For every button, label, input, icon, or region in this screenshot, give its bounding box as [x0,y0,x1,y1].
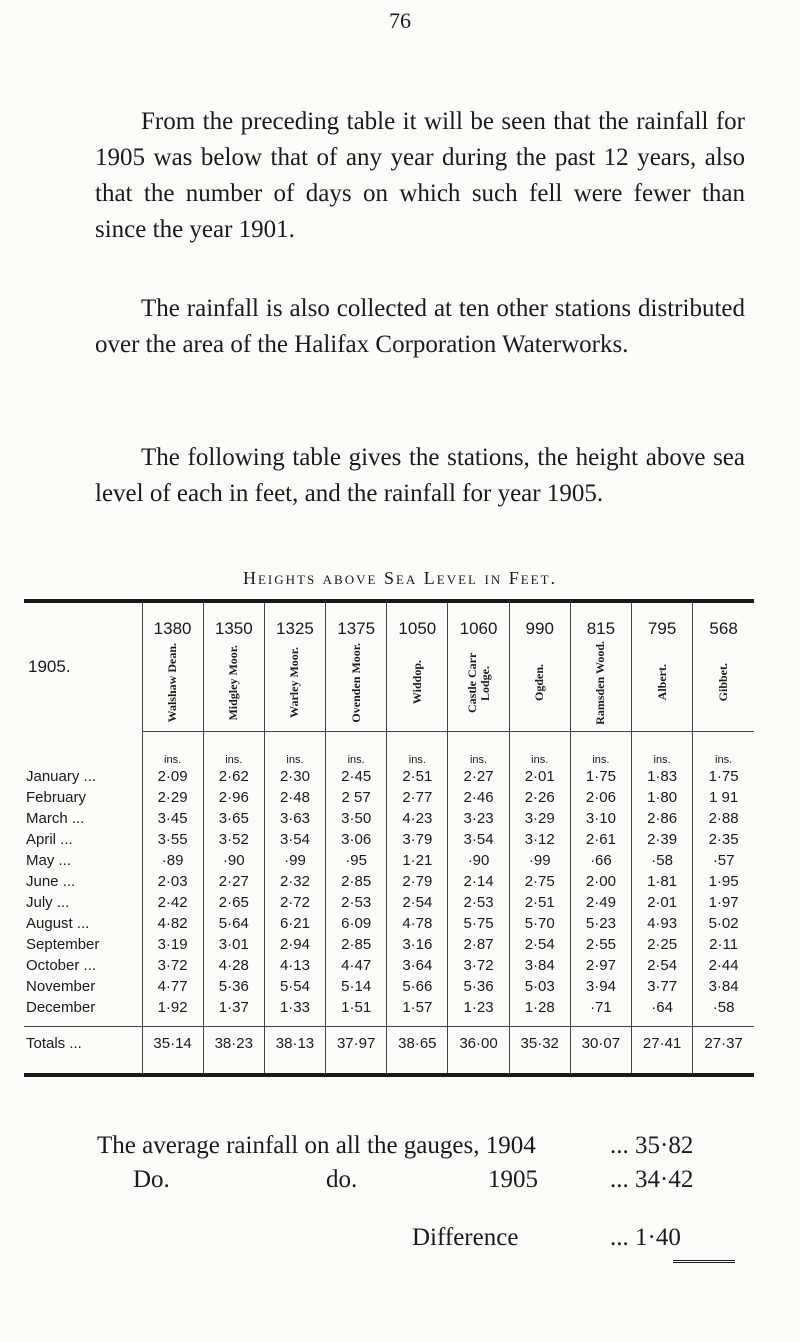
rainfall-cell: 1·92 [142,997,203,1018]
height-cell: 1350 [203,601,264,639]
rainfall-cell: 37·97 [326,1027,387,1060]
table-row [24,934,754,955]
rainfall-cell: 4·93 [632,913,693,934]
rainfall-cell: 2·44 [693,955,754,976]
rainfall-cell: 27·37 [693,1027,754,1060]
average-1905-ditto: do. [326,1166,358,1193]
station-name: Widdop. [409,660,424,705]
average-1904-value: ... 35·82 [610,1132,694,1159]
rainfall-cell: 2·97 [570,955,631,976]
rainfall-cell: 1·75 [693,766,754,787]
rainfall-table [24,599,754,1077]
table-row [24,913,754,934]
rainfall-cell: 5·70 [509,913,570,934]
rainfall-cell: 4·13 [264,955,325,976]
station-name: Castle Carr Lodge. [464,652,492,713]
rainfall-cell: 1·95 [693,871,754,892]
rainfall-cell: ·99 [509,850,570,871]
rainfall-cell: 2·85 [326,934,387,955]
rainfall-cell: 3·23 [448,808,509,829]
table-row [24,808,754,829]
row-label: September [26,936,100,953]
rainfall-cell: 38·13 [264,1027,325,1060]
rainfall-cell: 1·57 [387,997,448,1018]
rainfall-cell: 30·07 [570,1027,631,1060]
rainfall-cell: 3·19 [142,934,203,955]
rainfall-cell: 2·61 [570,829,631,850]
rainfall-cell: ·90 [448,850,509,871]
unit-label: ins. [326,732,387,767]
paragraph-3: The following table gives the stations, the height above sea level of each in feet, and the rainfall for year 1905. [95,444,745,507]
unit-label: ins. [203,732,264,767]
table-row [24,787,754,808]
rainfall-cell: 3·16 [387,934,448,955]
rainfall-cell: 2·42 [142,892,203,913]
rainfall-cell: 4·82 [142,913,203,934]
rainfall-cell: 1·33 [264,997,325,1018]
rainfall-cell: 2·54 [387,892,448,913]
rainfall-cell: 3·79 [387,829,448,850]
station-name: Ovenden Moor. [348,642,363,723]
rainfall-cell: 3·65 [203,808,264,829]
rainfall-cell: 3·06 [326,829,387,850]
height-cell: 1050 [387,601,448,639]
paragraph-2: The rainfall is also collected at ten other stations distributed over the area of the Halifax Corporation Waterworks. [95,295,745,358]
rainfall-cell: 1·51 [326,997,387,1018]
unit-label: ins. [264,732,325,767]
station-name: Ramsden Wood. [593,640,608,725]
rainfall-cell: 2·45 [326,766,387,787]
rainfall-cell: 3·72 [142,955,203,976]
rainfall-cell: ·64 [632,997,693,1018]
rainfall-cell: 38·23 [203,1027,264,1060]
rainfall-cell: 4·28 [203,955,264,976]
rainfall-cell: 2·87 [448,934,509,955]
rainfall-cell: 2·11 [693,934,754,955]
difference-label: Difference [412,1224,519,1251]
rainfall-cell: 2·26 [509,787,570,808]
rainfall-cell: 2·03 [142,871,203,892]
row-label: May ... [26,852,72,869]
difference-value: ... 1·40 [610,1224,681,1251]
rainfall-cell: 2·46 [448,787,509,808]
row-label: Totals ... [24,1027,142,1060]
rainfall-cell: 2·27 [203,871,264,892]
station-name: Warley Moor. [287,647,302,718]
unit-label: ins. [448,732,509,767]
table-row [24,997,754,1018]
height-cell: 795 [632,601,693,639]
rainfall-cell: 5·54 [264,976,325,997]
rainfall-cell: ·89 [142,850,203,871]
rainfall-cell: 6·21 [264,913,325,934]
rainfall-cell: 2·06 [570,787,631,808]
rainfall-cell: 2·48 [264,787,325,808]
unit-label: ins. [693,732,754,767]
table-row [24,871,754,892]
row-label: June ... [26,873,76,890]
rainfall-cell: 3·63 [264,808,325,829]
unit-label: ins. [387,732,448,767]
rainfall-cell: 1·81 [632,871,693,892]
spacer-row [24,1018,754,1027]
rainfall-cell: 3·29 [509,808,570,829]
rainfall-cell: 3·52 [203,829,264,850]
rainfall-cell: 4·78 [387,913,448,934]
rainfall-table-container [24,599,754,1077]
year-label: 1905. [28,657,71,677]
row-label: April ... [26,831,73,848]
rainfall-cell: 3·72 [448,955,509,976]
height-cell: 568 [693,601,754,639]
height-cell: 1380 [142,601,203,639]
rainfall-cell: 2·53 [448,892,509,913]
table-row [24,892,754,913]
rainfall-cell: 2·86 [632,808,693,829]
rainfall-cell: ·66 [570,850,631,871]
rainfall-cell: 3·12 [509,829,570,850]
rainfall-cell: 35·32 [509,1027,570,1060]
rainfall-cell: 1·28 [509,997,570,1018]
height-cell: 1325 [264,601,325,639]
rainfall-cell: 2·25 [632,934,693,955]
table-row [24,850,754,871]
rainfall-cell: 3·55 [142,829,203,850]
table-row [24,955,754,976]
average-1905-do: Do. [133,1166,170,1193]
rainfall-cell: 2·62 [203,766,264,787]
row-label: October ... [26,957,97,974]
station-name: Midgley Moor. [226,644,241,721]
rainfall-cell: 6·09 [326,913,387,934]
rainfall-cell: 2·32 [264,871,325,892]
row-label: August ... [26,915,90,932]
average-1905-year: 1905 [488,1166,538,1193]
rainfall-cell: ·99 [264,850,325,871]
station-name: Ogden. [532,663,547,701]
row-label: December [26,999,96,1016]
rainfall-cell: 3·50 [326,808,387,829]
rainfall-cell: 2·53 [326,892,387,913]
rainfall-cell: 2·72 [264,892,325,913]
rainfall-cell: 2·29 [142,787,203,808]
rainfall-cell: 2·35 [693,829,754,850]
rainfall-cell: 2·75 [509,871,570,892]
row-label: November [26,978,96,995]
heights-row [24,601,754,639]
rainfall-cell: 1·75 [570,766,631,787]
station-name: Gibbet. [716,663,731,702]
unit-label: ins. [142,732,203,767]
rainfall-cell: 3·54 [448,829,509,850]
unit-label: ins. [632,732,693,767]
rainfall-cell: 5·02 [693,913,754,934]
rainfall-cell: 1·80 [632,787,693,808]
rainfall-cell: 2·94 [264,934,325,955]
rainfall-cell: 2·96 [203,787,264,808]
rainfall-cell: 5·23 [570,913,631,934]
rainfall-cell: 3·45 [142,808,203,829]
rainfall-cell: 2·54 [632,955,693,976]
rainfall-cell: 2·27 [448,766,509,787]
rainfall-cell: 38·65 [387,1027,448,1060]
rainfall-cell: 2·49 [570,892,631,913]
average-1904-label: The average rainfall on all the gauges, 1904 [97,1132,536,1159]
rainfall-cell: 1·37 [203,997,264,1018]
rainfall-cell: 3·77 [632,976,693,997]
totals-row [24,1027,754,1060]
rainfall-cell: 3·01 [203,934,264,955]
average-1905-value: ... 34·42 [610,1166,694,1193]
table-title: Heights above Sea Level in Feet. [242,568,558,588]
rainfall-cell: 1·83 [632,766,693,787]
row-label: March ... [26,810,85,827]
table-row [24,976,754,997]
rainfall-cell: 5·36 [203,976,264,997]
rainfall-cell: 1 91 [693,787,754,808]
rainfall-cell: ·58 [693,997,754,1018]
height-cell: 990 [509,601,570,639]
rainfall-cell: 35·14 [142,1027,203,1060]
rainfall-cell: 4·47 [326,955,387,976]
rainfall-cell: 5·75 [448,913,509,934]
station-name: Albert. [654,664,669,701]
rainfall-cell: 5·03 [509,976,570,997]
rainfall-cell: 2·30 [264,766,325,787]
rainfall-cell: 2·65 [203,892,264,913]
row-label: July ... [26,894,70,911]
height-cell: 815 [570,601,631,639]
rainfall-cell: 4·77 [142,976,203,997]
rainfall-cell: 5·66 [387,976,448,997]
rainfall-cell: 2·51 [387,766,448,787]
rainfall-cell: 4·23 [387,808,448,829]
units-row [24,732,754,767]
rainfall-cell: 27·41 [632,1027,693,1060]
height-cell: 1060 [448,601,509,639]
rainfall-cell: 3·94 [570,976,631,997]
page-number: 76 [389,8,411,33]
row-label: January ... [26,768,97,785]
rainfall-cell: 5·64 [203,913,264,934]
rainfall-cell: 5·36 [448,976,509,997]
unit-label: ins. [570,732,631,767]
rainfall-cell: 3·54 [264,829,325,850]
rainfall-cell: 3·10 [570,808,631,829]
unit-label: ins. [509,732,570,767]
rainfall-cell: 2·14 [448,871,509,892]
rainfall-cell: ·71 [570,997,631,1018]
rainfall-cell: 5·14 [326,976,387,997]
rainfall-cell: 1·97 [693,892,754,913]
rainfall-cell: 3·64 [387,955,448,976]
rainfall-cell: 2·54 [509,934,570,955]
rainfall-cell: ·58 [632,850,693,871]
rainfall-cell: 3·84 [693,976,754,997]
rainfall-cell: 1·21 [387,850,448,871]
height-cell: 1375 [326,601,387,639]
table-row [24,829,754,850]
double-underline [673,1260,735,1266]
rainfall-cell: 2 57 [326,787,387,808]
rainfall-cell: 2·01 [632,892,693,913]
rainfall-cell: 1·23 [448,997,509,1018]
rainfall-cell: 2·55 [570,934,631,955]
rainfall-cell: 2·01 [509,766,570,787]
rainfall-cell: ·90 [203,850,264,871]
rainfall-cell: 3·84 [509,955,570,976]
rainfall-cell: 2·09 [142,766,203,787]
rainfall-cell: 2·51 [509,892,570,913]
station-name: Walshaw Dean. [165,642,180,723]
rainfall-cell: 2·79 [387,871,448,892]
table-row [24,766,754,787]
rainfall-cell: ·57 [693,850,754,871]
rainfall-cell: 2·85 [326,871,387,892]
rainfall-cell: 2·00 [570,871,631,892]
trailing-row [24,1059,754,1075]
paragraph-1: From the preceding table it will be seen that the rainfall for 1905 was below that of any year during the past 12 years, also that the number of days on which such fell were fewer than since the year 1901. [95,108,745,243]
row-label: February [26,789,87,806]
rainfall-cell: 2·88 [693,808,754,829]
rainfall-cell: 2·77 [387,787,448,808]
rainfall-cell: 2·39 [632,829,693,850]
rainfall-cell: 36·00 [448,1027,509,1060]
rainfall-cell: ·95 [326,850,387,871]
